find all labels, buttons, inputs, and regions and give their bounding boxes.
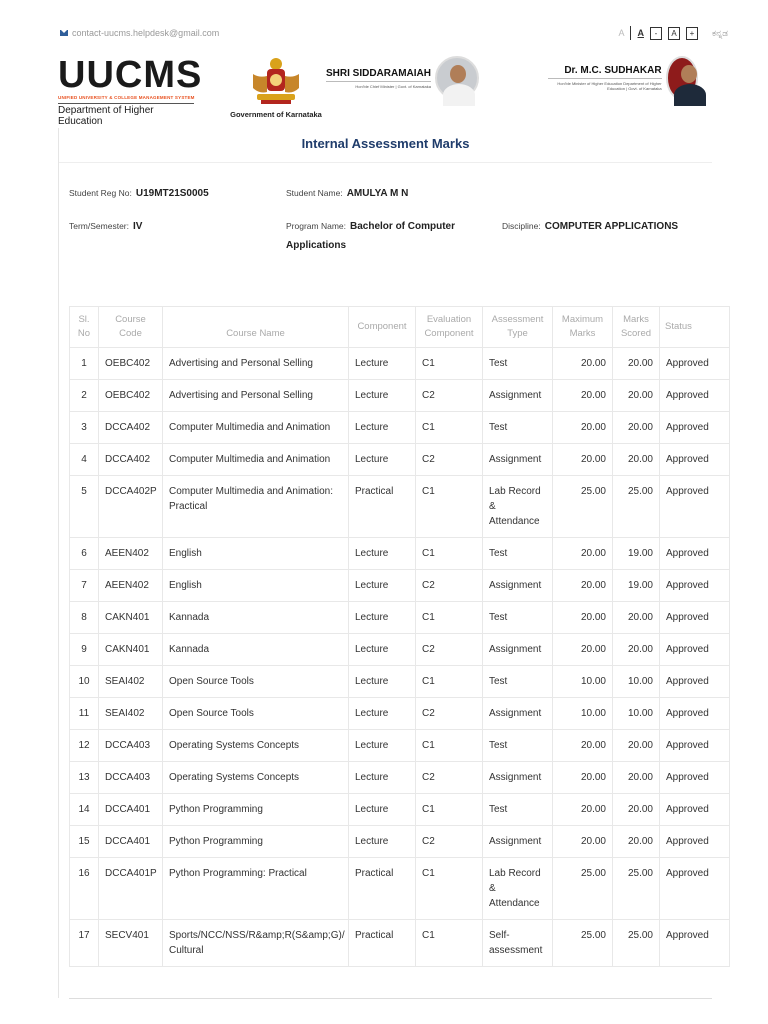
table-cell: Approved bbox=[660, 826, 730, 858]
term-value: IV bbox=[133, 221, 143, 232]
table-cell: 2 bbox=[70, 380, 99, 412]
table-row bbox=[70, 538, 730, 570]
table-cell: 9 bbox=[70, 634, 99, 666]
table-cell: DCCA401P bbox=[99, 858, 163, 920]
table-cell: Assignment bbox=[483, 698, 553, 730]
table-cell: 20.00 bbox=[613, 380, 660, 412]
table-cell: C1 bbox=[416, 348, 483, 380]
table-cell: 20.00 bbox=[553, 538, 613, 570]
table-cell: 25.00 bbox=[613, 920, 660, 967]
table-cell: Lecture bbox=[349, 538, 416, 570]
table-cell: SEAI402 bbox=[99, 698, 163, 730]
uucms-logo[interactable] bbox=[58, 54, 203, 127]
language-toggle[interactable]: ಕನ್ನಡ bbox=[711, 27, 728, 38]
karnataka-emblem-icon bbox=[247, 56, 305, 106]
table-row bbox=[70, 858, 730, 920]
column-header: Course Name bbox=[163, 307, 349, 348]
table-cell: 1 bbox=[70, 348, 99, 380]
logo-subtitle: UNIFIED UNIVERSITY & COLLEGE MANAGEMENT SYSTEM bbox=[58, 95, 195, 100]
table-cell: Approved bbox=[660, 602, 730, 634]
table-row bbox=[70, 666, 730, 698]
table-cell: 25.00 bbox=[613, 858, 660, 920]
student-reg-field bbox=[69, 188, 209, 199]
table-cell: 7 bbox=[70, 570, 99, 602]
table-cell: 20.00 bbox=[553, 762, 613, 794]
table-cell: 3 bbox=[70, 412, 99, 444]
table-cell: C1 bbox=[416, 794, 483, 826]
table-body bbox=[70, 348, 730, 967]
contact-email[interactable] bbox=[60, 28, 219, 38]
column-header: Sl. No bbox=[70, 307, 99, 348]
table-cell: 10.00 bbox=[613, 666, 660, 698]
table-cell: C1 bbox=[416, 538, 483, 570]
table-cell: Approved bbox=[660, 538, 730, 570]
table-cell: Approved bbox=[660, 444, 730, 476]
table-row bbox=[70, 348, 730, 380]
table-cell: C2 bbox=[416, 380, 483, 412]
table-cell: 20.00 bbox=[553, 602, 613, 634]
table-cell: Open Source Tools bbox=[163, 666, 349, 698]
column-header: Evaluation Component bbox=[416, 307, 483, 348]
table-cell: Approved bbox=[660, 762, 730, 794]
table-cell: Operating Systems Concepts bbox=[163, 762, 349, 794]
table-cell: DCCA402 bbox=[99, 444, 163, 476]
marks-table-container[interactable] bbox=[69, 306, 709, 967]
table-cell: DCCA401 bbox=[99, 794, 163, 826]
table-cell: C1 bbox=[416, 666, 483, 698]
table-cell: C2 bbox=[416, 698, 483, 730]
table-cell: CAKN401 bbox=[99, 634, 163, 666]
table-cell: Approved bbox=[660, 634, 730, 666]
table-cell: 10.00 bbox=[553, 666, 613, 698]
table-cell: 20.00 bbox=[613, 634, 660, 666]
table-row bbox=[70, 794, 730, 826]
discipline-label: Discipline: bbox=[502, 221, 541, 231]
page-title: Internal Assessment Marks bbox=[301, 136, 470, 151]
table-cell: Operating Systems Concepts bbox=[163, 730, 349, 762]
table-cell: 25.00 bbox=[613, 476, 660, 538]
table-cell: 20.00 bbox=[553, 412, 613, 444]
table-cell: AEEN402 bbox=[99, 570, 163, 602]
table-cell: 20.00 bbox=[553, 634, 613, 666]
table-cell: Assignment bbox=[483, 762, 553, 794]
table-cell: 19.00 bbox=[613, 538, 660, 570]
font-size-controls bbox=[618, 26, 728, 40]
table-row bbox=[70, 730, 730, 762]
font-increase-button[interactable]: + bbox=[686, 27, 698, 40]
student-name-label: Student Name: bbox=[286, 188, 343, 198]
table-row bbox=[70, 826, 730, 858]
table-cell: Test bbox=[483, 412, 553, 444]
table-cell: Test bbox=[483, 730, 553, 762]
table-cell: Test bbox=[483, 602, 553, 634]
logo-title: UUCMS bbox=[58, 54, 203, 96]
table-cell: Advertising and Personal Selling bbox=[163, 348, 349, 380]
table-cell: Python Programming: Practical bbox=[163, 858, 349, 920]
table-row bbox=[70, 602, 730, 634]
column-header: Maximum Marks bbox=[553, 307, 613, 348]
table-cell: Computer Multimedia and Animation: Practical bbox=[163, 476, 349, 538]
program-label: Program Name: bbox=[286, 221, 346, 231]
table-cell: 20.00 bbox=[553, 348, 613, 380]
font-small-button[interactable]: A bbox=[618, 28, 625, 38]
table-cell: C2 bbox=[416, 762, 483, 794]
table-row bbox=[70, 762, 730, 794]
table-cell: 16 bbox=[70, 858, 99, 920]
table-cell: Computer Multimedia and Animation bbox=[163, 444, 349, 476]
discipline-field bbox=[502, 221, 678, 232]
column-header: Assessment Type bbox=[483, 307, 553, 348]
table-row bbox=[70, 570, 730, 602]
column-header: Status bbox=[660, 307, 730, 348]
table-cell: 4 bbox=[70, 444, 99, 476]
table-cell: 15 bbox=[70, 826, 99, 858]
discipline-value: COMPUTER APPLICATIONS bbox=[544, 221, 679, 232]
table-cell: 10.00 bbox=[553, 698, 613, 730]
table-cell: 6 bbox=[70, 538, 99, 570]
table-cell: Lecture bbox=[349, 794, 416, 826]
column-header: Course Code bbox=[99, 307, 163, 348]
table-cell: Lecture bbox=[349, 826, 416, 858]
table-cell: SEAI402 bbox=[99, 666, 163, 698]
table-cell: English bbox=[163, 538, 349, 570]
table-cell: Test bbox=[483, 794, 553, 826]
table-cell: Approved bbox=[660, 476, 730, 538]
table-cell: SECV401 bbox=[99, 920, 163, 967]
chief-minister-banner bbox=[326, 56, 479, 100]
mail-icon bbox=[60, 30, 68, 36]
table-cell: English bbox=[163, 570, 349, 602]
government-emblem bbox=[226, 56, 326, 119]
table-cell: 13 bbox=[70, 762, 99, 794]
program-value: Bachelor of Computer Applications bbox=[286, 221, 456, 251]
table-cell: Assignment bbox=[483, 826, 553, 858]
student-reg-value: U19MT21S0005 bbox=[135, 188, 209, 199]
table-cell: Lecture bbox=[349, 762, 416, 794]
emblem-label: Government of Karnataka bbox=[230, 110, 322, 119]
font-decrease-button[interactable]: - bbox=[650, 27, 662, 40]
term-label: Term/Semester: bbox=[69, 221, 129, 231]
marks-table bbox=[69, 306, 730, 967]
table-cell: Approved bbox=[660, 570, 730, 602]
table-cell: Lecture bbox=[349, 348, 416, 380]
term-field bbox=[69, 221, 142, 232]
font-reset-button[interactable]: A bbox=[668, 27, 680, 40]
table-cell: Approved bbox=[660, 348, 730, 380]
table-cell: 25.00 bbox=[553, 920, 613, 967]
table-cell: Lecture bbox=[349, 666, 416, 698]
student-name-field bbox=[286, 188, 408, 199]
table-cell: 11 bbox=[70, 698, 99, 730]
chief-minister-avatar bbox=[435, 56, 479, 100]
table-cell: Practical bbox=[349, 476, 416, 538]
table-cell: Open Source Tools bbox=[163, 698, 349, 730]
site-header bbox=[58, 52, 698, 127]
table-cell: 20.00 bbox=[553, 794, 613, 826]
column-header: Marks Scored bbox=[613, 307, 660, 348]
table-cell: Assignment bbox=[483, 634, 553, 666]
table-cell: Lecture bbox=[349, 412, 416, 444]
table-cell: 8 bbox=[70, 602, 99, 634]
table-cell: DCCA403 bbox=[99, 762, 163, 794]
table-cell: Computer Multimedia and Animation bbox=[163, 412, 349, 444]
minister-banner bbox=[548, 56, 698, 100]
font-normal-button[interactable]: A bbox=[637, 28, 644, 38]
table-cell: Test bbox=[483, 666, 553, 698]
table-cell: Approved bbox=[660, 412, 730, 444]
student-reg-label: Student Reg No: bbox=[69, 188, 132, 198]
table-cell: C1 bbox=[416, 920, 483, 967]
table-cell: 25.00 bbox=[553, 858, 613, 920]
minister-name: Dr. M.C. SUDHAKAR bbox=[564, 65, 662, 76]
table-cell: 19.00 bbox=[613, 570, 660, 602]
table-cell: AEEN402 bbox=[99, 538, 163, 570]
student-name-value: AMULYA M N bbox=[346, 188, 409, 199]
table-cell: 20.00 bbox=[613, 602, 660, 634]
table-cell: Approved bbox=[660, 730, 730, 762]
table-cell: Kannada bbox=[163, 602, 349, 634]
table-cell: Lecture bbox=[349, 380, 416, 412]
divider bbox=[69, 998, 712, 999]
column-header: Component bbox=[349, 307, 416, 348]
table-cell: DCCA402 bbox=[99, 412, 163, 444]
table-cell: C1 bbox=[416, 602, 483, 634]
table-cell: 20.00 bbox=[613, 794, 660, 826]
minister-role: Hon'ble Minister of Higher Education Department of Higher Education | Govt. of Karnataka bbox=[548, 78, 662, 91]
chief-minister-name: SHRI SIDDARAMAIAH bbox=[326, 67, 431, 79]
table-cell: Lecture bbox=[349, 444, 416, 476]
table-cell: Assignment bbox=[483, 570, 553, 602]
table-cell: DCCA402P bbox=[99, 476, 163, 538]
table-row bbox=[70, 412, 730, 444]
table-cell: Approved bbox=[660, 920, 730, 967]
table-cell: Approved bbox=[660, 698, 730, 730]
table-cell: Lecture bbox=[349, 602, 416, 634]
table-cell: Lecture bbox=[349, 634, 416, 666]
table-cell: Lab Record & Attendance bbox=[483, 858, 553, 920]
table-row bbox=[70, 920, 730, 967]
table-cell: 20.00 bbox=[553, 380, 613, 412]
table-cell: C2 bbox=[416, 444, 483, 476]
table-cell: Assignment bbox=[483, 444, 553, 476]
table-cell: 10 bbox=[70, 666, 99, 698]
table-cell: Lab Record & Attendance bbox=[483, 476, 553, 538]
table-row bbox=[70, 634, 730, 666]
table-cell: 20.00 bbox=[613, 412, 660, 444]
table-cell: Self-assessment bbox=[483, 920, 553, 967]
table-cell: Assignment bbox=[483, 380, 553, 412]
table-cell: 14 bbox=[70, 794, 99, 826]
table-cell: 20.00 bbox=[553, 730, 613, 762]
table-cell: Kannada bbox=[163, 634, 349, 666]
top-bar bbox=[60, 26, 728, 42]
table-cell: Approved bbox=[660, 858, 730, 920]
table-cell: Test bbox=[483, 348, 553, 380]
table-cell: OEBC402 bbox=[99, 380, 163, 412]
table-header-row bbox=[70, 307, 730, 348]
table-cell: CAKN401 bbox=[99, 602, 163, 634]
table-row bbox=[70, 698, 730, 730]
chief-minister-role: Hon'ble Chief Minister | Govt. of Karnataka bbox=[326, 81, 431, 89]
table-cell: Python Programming bbox=[163, 794, 349, 826]
table-cell: Lecture bbox=[349, 730, 416, 762]
table-cell: 20.00 bbox=[553, 570, 613, 602]
table-cell: C1 bbox=[416, 858, 483, 920]
marks-card bbox=[58, 128, 712, 998]
table-cell: 17 bbox=[70, 920, 99, 967]
table-cell: 10.00 bbox=[613, 698, 660, 730]
table-cell: 20.00 bbox=[613, 826, 660, 858]
table-cell: C2 bbox=[416, 634, 483, 666]
table-cell: Approved bbox=[660, 380, 730, 412]
table-cell: Approved bbox=[660, 794, 730, 826]
minister-avatar bbox=[666, 56, 698, 100]
table-cell: C2 bbox=[416, 826, 483, 858]
table-cell: C1 bbox=[416, 476, 483, 538]
divider bbox=[59, 162, 712, 163]
table-cell: 20.00 bbox=[613, 444, 660, 476]
table-cell: Practical bbox=[349, 920, 416, 967]
divider bbox=[630, 26, 631, 40]
table-cell: C1 bbox=[416, 730, 483, 762]
table-cell: 5 bbox=[70, 476, 99, 538]
table-cell: Test bbox=[483, 538, 553, 570]
table-cell: Lecture bbox=[349, 570, 416, 602]
table-cell: Approved bbox=[660, 666, 730, 698]
table-cell: DCCA401 bbox=[99, 826, 163, 858]
table-cell: 20.00 bbox=[613, 348, 660, 380]
table-cell: C2 bbox=[416, 570, 483, 602]
table-cell: 12 bbox=[70, 730, 99, 762]
table-row bbox=[70, 444, 730, 476]
table-row bbox=[70, 476, 730, 538]
program-field bbox=[286, 217, 476, 255]
table-cell: C1 bbox=[416, 412, 483, 444]
table-cell: OEBC402 bbox=[99, 348, 163, 380]
table-cell: Lecture bbox=[349, 698, 416, 730]
table-cell: Python Programming bbox=[163, 826, 349, 858]
table-cell: Sports/NCC/NSS/R&amp;R(S&amp;G)/ Cultural bbox=[163, 920, 349, 967]
logo-department: Department of Higher Education bbox=[58, 103, 194, 127]
table-cell: 20.00 bbox=[553, 444, 613, 476]
table-cell: 20.00 bbox=[553, 826, 613, 858]
table-row bbox=[70, 380, 730, 412]
table-cell: DCCA403 bbox=[99, 730, 163, 762]
contact-email-text: contact-uucms.helpdesk@gmail.com bbox=[72, 28, 220, 38]
table-cell: 25.00 bbox=[553, 476, 613, 538]
table-cell: Practical bbox=[349, 858, 416, 920]
table-cell: Advertising and Personal Selling bbox=[163, 380, 349, 412]
table-cell: 20.00 bbox=[613, 762, 660, 794]
table-cell: 20.00 bbox=[613, 730, 660, 762]
